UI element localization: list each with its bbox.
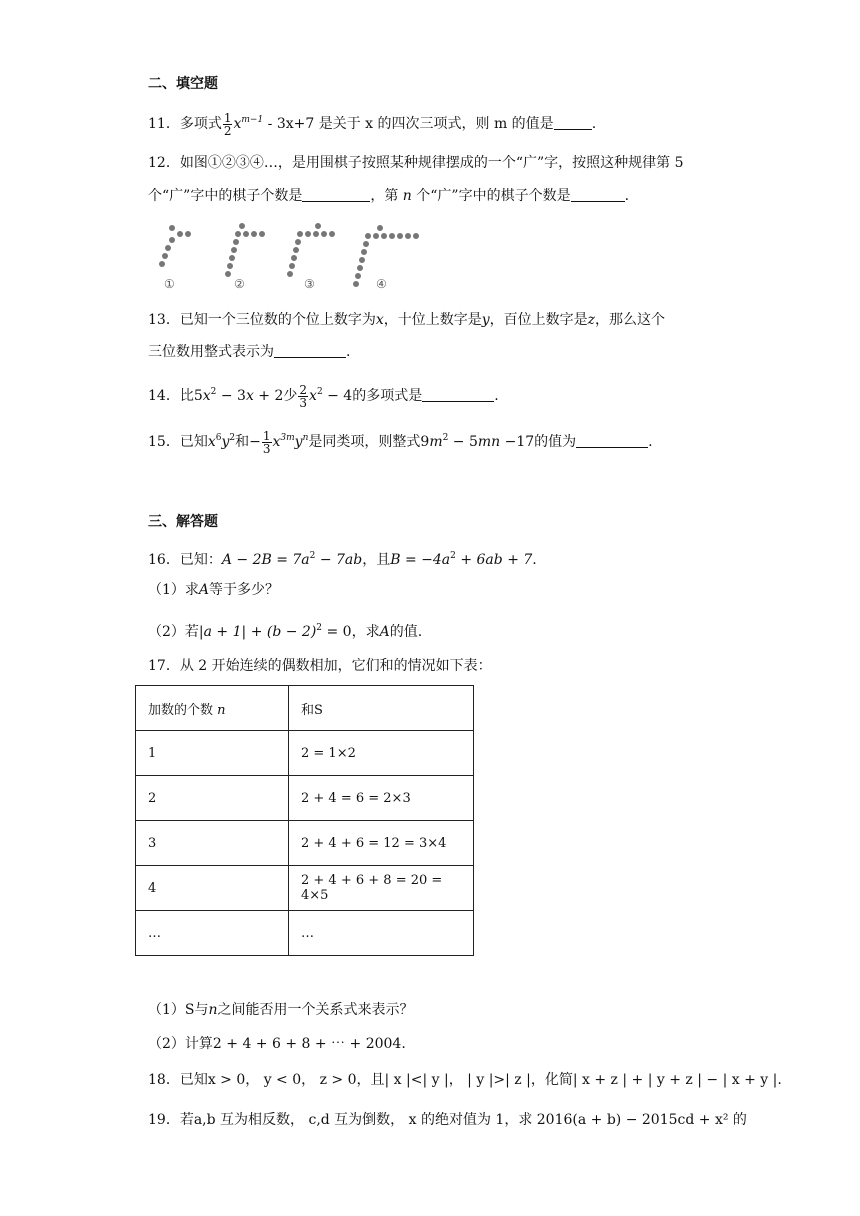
fraction: $\frac{2}{3}$ [299,382,308,410]
question-12-line1: 12．如图①②③④…，是用围棋子按照某种规律摆成的一个“广”字，按照这种规律第 5 [148,155,684,171]
question-18: 18．已知x > 0， y < 0， z > 0，且| x |<| y |， | y |>| z |，化简| x + z | + | y + z | − | x + y |. [148,1072,782,1088]
answer-blank[interactable] [422,387,494,402]
answer-blank[interactable] [302,187,370,202]
table-row: 2 2 + 4 = 6 = 2×3 [136,776,474,821]
answer-blank[interactable] [571,187,625,202]
figure-label: ① [164,277,175,291]
figure-label: ④ [376,277,387,291]
header-cell: 加数的个数 n [136,686,289,731]
question-15: 15．已知$x^6y^2$和− $\frac{1}{3}$ $x^{3m}y^n$是同类项，则整式$9m^2 - 5mn -17$的值为 . [148,428,653,456]
question-17-line1: 17．从 2 开始连续的偶数相加，它们和的情况如下表： [148,658,492,674]
answer-blank[interactable] [576,433,648,448]
section-heading-solve: 三、解答题 [148,514,218,530]
question-16-part1: （1）求A等于多少？ [148,582,280,598]
table-row: 4 2 + 4 + 6 + 8 = 20 = 4×5 [136,866,474,911]
question-14: 14．比$5x^2 - 3x + 2$少 $\frac{2}{3}$ $x^2 - 4$的多项式是 . [148,382,499,410]
table-header-row [136,686,474,731]
answer-blank[interactable] [274,343,346,358]
question-17-part2: （2）计算2 + 4 + 6 + 8 + ⋯ + 2004. [148,1036,406,1052]
question-19: 19．若a,b 互为相反数， c,d 互为倒数， x 的绝对值为 1，求 2016(a + b) − 2015cd + x² 的 [148,1112,747,1128]
question-12-line2: 个“广”字中的棋子个数是 ，第 n 个“广”字中的棋子个数是 . [148,188,630,204]
question-11: 11．多项式 $\frac{1}{2}$ $x^{m-1} - 3x+7$ 是关于 x 的四次三项式，则 m 的值是 . [148,110,597,138]
figure-label: ③ [304,277,315,291]
question-13-line2: 三位数用整式表示为 . [148,344,351,360]
fraction: $\frac{1}{2}$ [223,110,232,138]
chess-pattern-figure [150,220,430,292]
question-17-part1: （1）S与n之间能否用一个关系式来表示？ [148,1002,414,1018]
question-13-line1: 13．已知一个三位数的个位上数字为x，十位上数字是y，百位上数字是z，那么这个 [148,312,666,328]
table-row: 3 2 + 4 + 6 = 12 = 3×4 [136,821,474,866]
table-row: … … [136,911,474,956]
section-heading-fill-blank: 二、填空题 [148,76,218,92]
figure-label: ② [234,277,245,291]
table-row: 1 2 = 1×2 [136,731,474,776]
fraction: $\frac{1}{3}$ [262,428,271,456]
question-16-line1: 16．已知：$A - 2B = 7a^2 - 7ab$，且$B = -4a^2 + 6ab + 7$. [148,551,537,568]
sum-table [135,685,474,956]
header-cell: 和S [289,686,474,731]
answer-blank[interactable] [554,115,592,130]
question-16-part2: （2）若$|a + 1| + (b - 2)^2 = 0$，求A的值. [148,623,423,640]
